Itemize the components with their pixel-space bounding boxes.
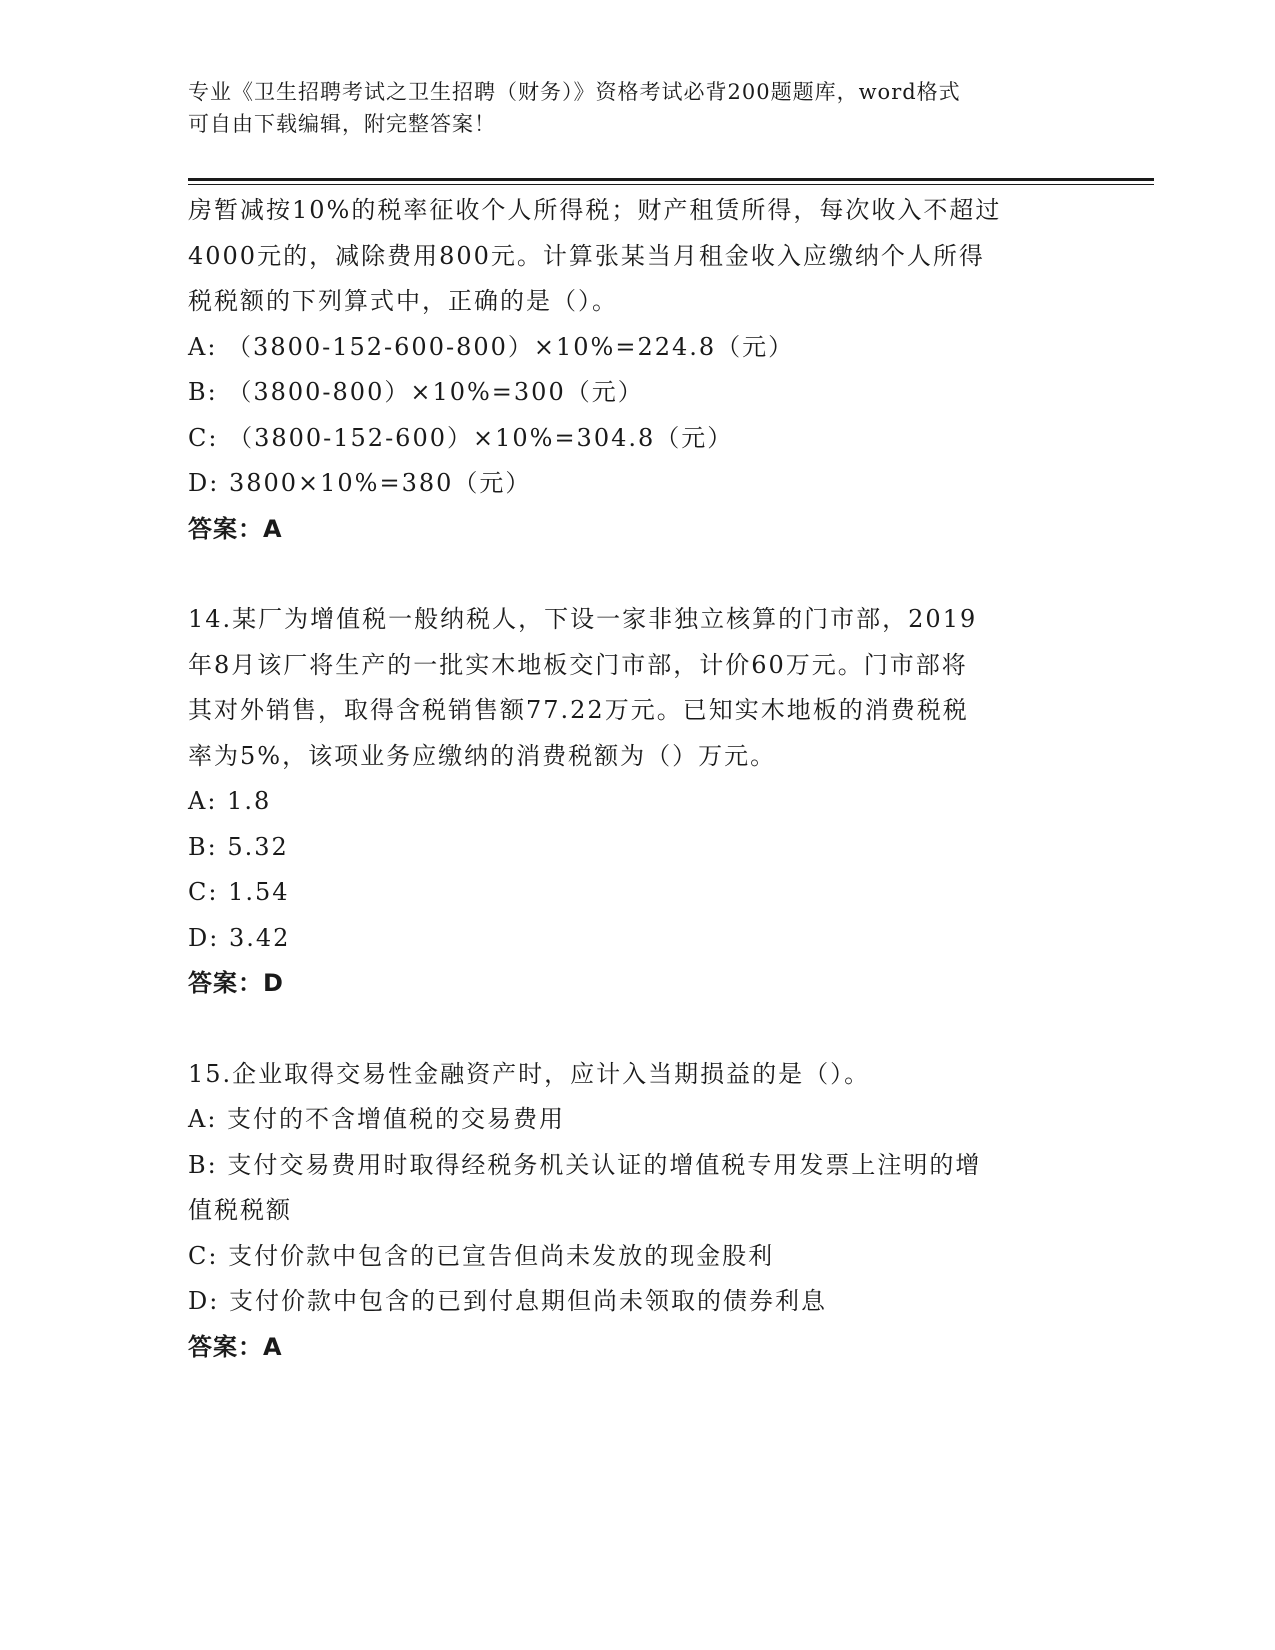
question-13-option-a: A: （3800-152-600-800）×10%=224.8（元） — [188, 332, 795, 361]
question-14-stem-line2: 年8月该厂将生产的一批实木地板交门市部，计价60万元。门市部将 — [188, 650, 968, 679]
header-divider-thick — [188, 178, 1154, 181]
document-body — [188, 188, 1088, 1370]
header-divider-thin — [188, 184, 1154, 185]
document-header — [188, 76, 1088, 140]
question-15-option-b-line2: 值税税额 — [188, 1196, 292, 1224]
question-13-option-d: D: 3800×10%=380（元） — [188, 469, 532, 497]
question-13-stem-line2: 4000元的，减除费用800元。计算张某当月租金收入应缴纳个人所得 — [188, 241, 985, 270]
question-14-option-d: D: 3.42 — [188, 923, 291, 952]
question-13-option-c: C: （3800-152-600）×10%=304.8（元） — [188, 423, 734, 452]
spacer — [188, 552, 1088, 597]
question-14-stem-line4: 率为5%，该项业务应缴纳的消费税额为（）万元。 — [188, 741, 777, 770]
question-14-option-c: C: 1.54 — [188, 878, 290, 906]
question-13-option-b: B: （3800-800）×10%=300（元） — [188, 378, 644, 406]
question-13-answer: 答案：A — [188, 514, 283, 543]
question-14-stem-line3: 其对外销售，取得含税销售额77.22万元。已知实木地板的消费税税 — [188, 696, 969, 724]
header-title-line2: 可自由下载编辑，附完整答案！ — [188, 112, 496, 136]
question-13 — [188, 188, 1088, 552]
question-15-option-a: A: 支付的不含增值税的交易费用 — [188, 1105, 566, 1133]
question-15-answer: 答案：A — [188, 1332, 283, 1361]
spacer — [188, 1007, 1088, 1052]
header-title-line1: 专业《卫生招聘考试之卫生招聘（财务）》资格考试必背200题题库，word格式 — [188, 80, 961, 104]
question-13-stem-line1: 房暂减按10%的税率征收个人所得税；财产租赁所得，每次收入不超过 — [188, 196, 1002, 224]
question-15 — [188, 1052, 1088, 1371]
question-15-option-b-line1: B: 支付交易费用时取得经税务机关认证的增值税专用发票上注明的增 — [188, 1150, 982, 1179]
question-15-stem-line1: 15.企业取得交易性金融资产时，应计入当期损益的是（）。 — [188, 1059, 871, 1088]
question-14-option-b: B: 5.32 — [188, 832, 289, 861]
question-13-stem-line3: 税税额的下列算式中，正确的是（）。 — [188, 287, 618, 315]
question-14 — [188, 597, 1088, 1007]
question-14-option-a: A: 1.8 — [188, 787, 272, 815]
question-15-option-c: C: 支付价款中包含的已宣告但尚未发放的现金股利 — [188, 1241, 775, 1270]
question-15-option-d: D: 支付价款中包含的已到付息期但尚未领取的债券利息 — [188, 1287, 827, 1315]
question-14-stem-line1: 14.某厂为增值税一般纳税人，下设一家非独立核算的门市部，2019 — [188, 605, 978, 633]
question-14-answer: 答案：D — [188, 969, 284, 997]
